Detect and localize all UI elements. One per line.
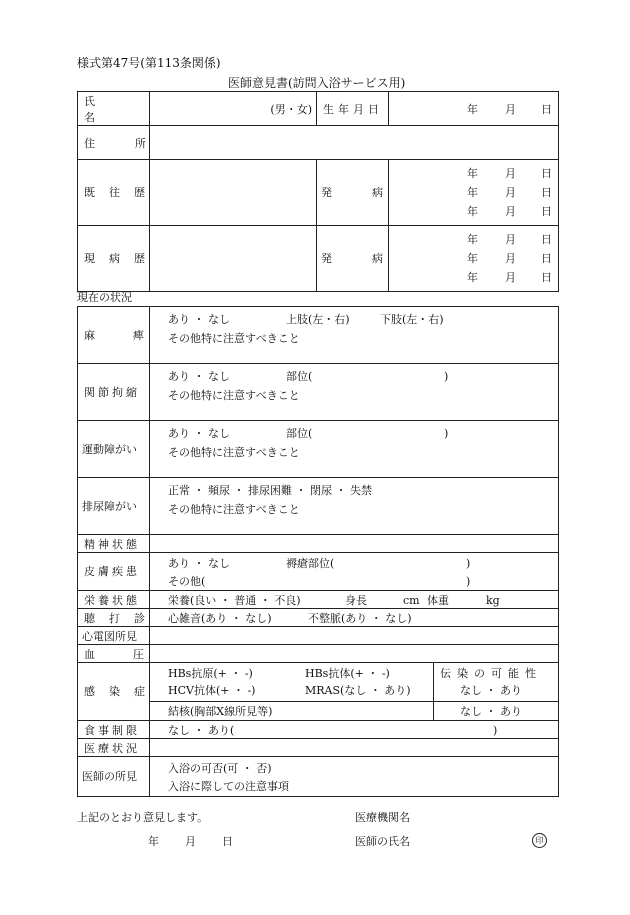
paralysis-upper-limb: 上肢(左・右) <box>286 313 350 326</box>
opinion-label-cell <box>78 757 150 797</box>
past-month-3: 月 <box>505 205 516 218</box>
hbs-antigen: HBs抗原(+ ・ -) <box>168 667 253 680</box>
mras: MRAS(なし ・ あり) <box>305 684 411 697</box>
arrhythmia: 不整脈(あり ・ なし) <box>308 612 412 625</box>
address-field[interactable] <box>150 126 559 160</box>
past-month-2: 月 <box>505 186 516 199</box>
page-title: 医師意見書(訪問入浴サービス用) <box>228 76 406 90</box>
skin-label-cell <box>78 553 150 591</box>
opinion-field[interactable] <box>150 757 559 797</box>
name-label-cell <box>78 92 150 126</box>
skin-bedsore-close: ) <box>466 557 471 570</box>
statement: 上記のとおり意見します。 <box>77 811 209 824</box>
past-label-cell <box>78 160 159 226</box>
birth-label-cell <box>317 92 389 126</box>
bp-field[interactable] <box>150 645 559 663</box>
present-day-3: 日 <box>541 271 552 284</box>
paralysis-notes: その他特に注意すべきこと <box>168 332 300 345</box>
skin-presence: あり ・ なし <box>168 557 230 570</box>
motor-presence: あり ・ なし <box>168 427 230 440</box>
urinary-label-cell <box>78 478 150 535</box>
personal-table <box>77 91 559 292</box>
urinary-notes: その他特に注意すべきこと <box>168 503 300 516</box>
past-onset-cell <box>317 160 423 226</box>
seal-icon: 印 <box>532 833 547 848</box>
bp-label-cell <box>78 645 182 663</box>
bp-label: 血圧 <box>84 648 182 661</box>
paralysis-presence: あり ・ なし <box>168 313 230 326</box>
infection-divider <box>433 663 434 720</box>
present-onset-cell <box>317 226 423 292</box>
footer-year: 年 <box>148 835 159 848</box>
form-number: 様式第47号(第113条関係) <box>77 56 221 70</box>
address-label: 住所 <box>84 137 186 150</box>
infection-label-cell <box>78 663 159 721</box>
diet-label: 食事制限 <box>84 724 140 737</box>
skin-bedsore-site: 褥瘡部位( <box>286 557 335 570</box>
contracture-site: 部位( <box>286 370 313 383</box>
auscultation-label-cell <box>78 609 159 627</box>
ecg-label: 心電図所見 <box>82 630 137 643</box>
motor-site-close: ) <box>444 427 449 440</box>
present-history-label: 現病歴 <box>84 252 159 265</box>
present-year-2: 年 <box>467 252 478 265</box>
urinary-label: 排尿障がい <box>82 500 137 513</box>
height-label: 身長 <box>345 594 367 607</box>
nutrition-field[interactable] <box>150 591 559 609</box>
diet-options: なし ・ あり( <box>168 724 235 737</box>
heart-murmur: 心雑音(あり ・ なし) <box>168 612 272 625</box>
nutrition-label-cell <box>78 591 150 609</box>
motor-label-cell <box>78 421 150 478</box>
present-year-3: 年 <box>467 271 478 284</box>
birth-label: 生年月日 <box>323 103 383 116</box>
contagion-possibility: 伝染の可能性 <box>440 667 542 680</box>
auscultation-field[interactable] <box>150 609 559 627</box>
contracture-notes: その他特に注意すべきこと <box>168 389 300 402</box>
institution-label: 医療機関名 <box>355 811 410 824</box>
present-month-2: 月 <box>505 252 516 265</box>
infection-field[interactable] <box>150 663 559 721</box>
birth-field[interactable] <box>389 92 559 126</box>
past-month-1: 月 <box>505 167 516 180</box>
ecg-field[interactable] <box>150 627 559 645</box>
past-onset-dates[interactable] <box>389 160 559 226</box>
present-day-1: 日 <box>541 233 552 246</box>
diet-close: ) <box>493 724 498 737</box>
motor-label: 運動障がい <box>82 443 137 456</box>
urinary-field[interactable] <box>150 478 559 535</box>
infection-label: 感染症 <box>84 685 159 698</box>
contracture-site-close: ) <box>444 370 449 383</box>
height-unit: cm <box>403 594 420 607</box>
nutrition-label: 栄養状態 <box>84 594 140 607</box>
contagion-yn-1: なし ・ あり <box>460 684 522 697</box>
past-history-label: 既往歴 <box>84 186 159 199</box>
doctor-name-label: 医師の氏名 <box>355 835 410 848</box>
contracture-label-cell <box>78 364 150 421</box>
ecg-label-cell <box>78 627 150 645</box>
mental-label: 精神状態 <box>84 538 140 551</box>
bathing-permission: 入浴の可否(可 ・ 否) <box>168 762 272 775</box>
contracture-presence: あり ・ なし <box>168 370 230 383</box>
footer-month: 月 <box>185 835 196 848</box>
motor-notes: その他特に注意すべきこと <box>168 446 300 459</box>
present-history-field[interactable] <box>150 226 317 292</box>
opinion-label: 医師の所見 <box>82 770 137 783</box>
birth-day: 日 <box>541 103 552 116</box>
weight-unit: kg <box>486 594 500 607</box>
skin-label: 皮膚疾患 <box>84 565 140 578</box>
hcv-antibody: HCV抗体(+ ・ -) <box>168 684 256 697</box>
name-field[interactable] <box>150 92 317 126</box>
mental-field[interactable] <box>150 535 559 553</box>
present-month-1: 月 <box>505 233 516 246</box>
present-day-2: 日 <box>541 252 552 265</box>
present-month-3: 月 <box>505 271 516 284</box>
past-day-3: 日 <box>541 205 552 218</box>
paralysis-lower-limb: 下肢(左・右) <box>380 313 444 326</box>
past-onset-label: 発病 <box>321 186 423 199</box>
motor-site: 部位( <box>286 427 313 440</box>
skin-other-close: ) <box>466 575 471 588</box>
infection-row-divider <box>433 701 558 702</box>
diet-field[interactable] <box>150 721 559 739</box>
footer-day: 日 <box>222 835 233 848</box>
past-year-3: 年 <box>467 205 478 218</box>
infection-row-divider-left <box>150 701 433 702</box>
past-day-1: 日 <box>541 167 552 180</box>
paralysis-field[interactable] <box>150 307 559 364</box>
hbs-antibody: HBs抗体(+ ・ -) <box>305 667 390 680</box>
diet-label-cell <box>78 721 150 739</box>
motor-field[interactable] <box>150 421 559 478</box>
skin-other: その他( <box>168 575 206 588</box>
medical-label: 医療状況 <box>84 742 140 755</box>
skin-field[interactable] <box>150 553 559 591</box>
present-label-cell <box>78 226 159 292</box>
birth-year: 年 <box>467 103 478 116</box>
name-label: 氏名 <box>84 94 135 124</box>
contracture-label: 関節拘縮 <box>84 386 140 399</box>
section-current-status: 現在の状況 <box>77 291 132 304</box>
auscultation-label: 聴打診 <box>84 612 159 625</box>
present-year-1: 年 <box>467 233 478 246</box>
medical-field[interactable] <box>150 739 559 757</box>
past-day-2: 日 <box>541 186 552 199</box>
sex-choice: (男・女) <box>270 103 312 116</box>
present-onset-label: 発病 <box>321 252 423 265</box>
medical-label-cell <box>78 739 150 757</box>
contagion-yn-2: なし ・ あり <box>460 705 522 718</box>
past-year-1: 年 <box>467 167 478 180</box>
paralysis-label: 麻痺 <box>84 329 182 342</box>
paralysis-label-cell <box>78 307 182 364</box>
bathing-precautions: 入浴に際しての注意事項 <box>168 780 289 793</box>
urinary-options: 正常 ・ 頻尿 ・ 排尿困難 ・ 閉尿 ・ 失禁 <box>168 484 372 497</box>
nutrition-grade: 栄養(良い ・ 普通 ・ 不良) <box>168 594 301 607</box>
birth-month: 月 <box>505 103 516 116</box>
mental-label-cell <box>78 535 150 553</box>
past-history-field[interactable] <box>150 160 317 226</box>
present-onset-dates[interactable] <box>389 226 559 292</box>
contracture-field[interactable] <box>150 364 559 421</box>
address-label-cell <box>78 126 186 160</box>
status-table <box>77 306 559 797</box>
tuberculosis: 結核(胸部X線所見等) <box>168 705 273 718</box>
past-year-2: 年 <box>467 186 478 199</box>
weight-label: 体重 <box>427 594 449 607</box>
